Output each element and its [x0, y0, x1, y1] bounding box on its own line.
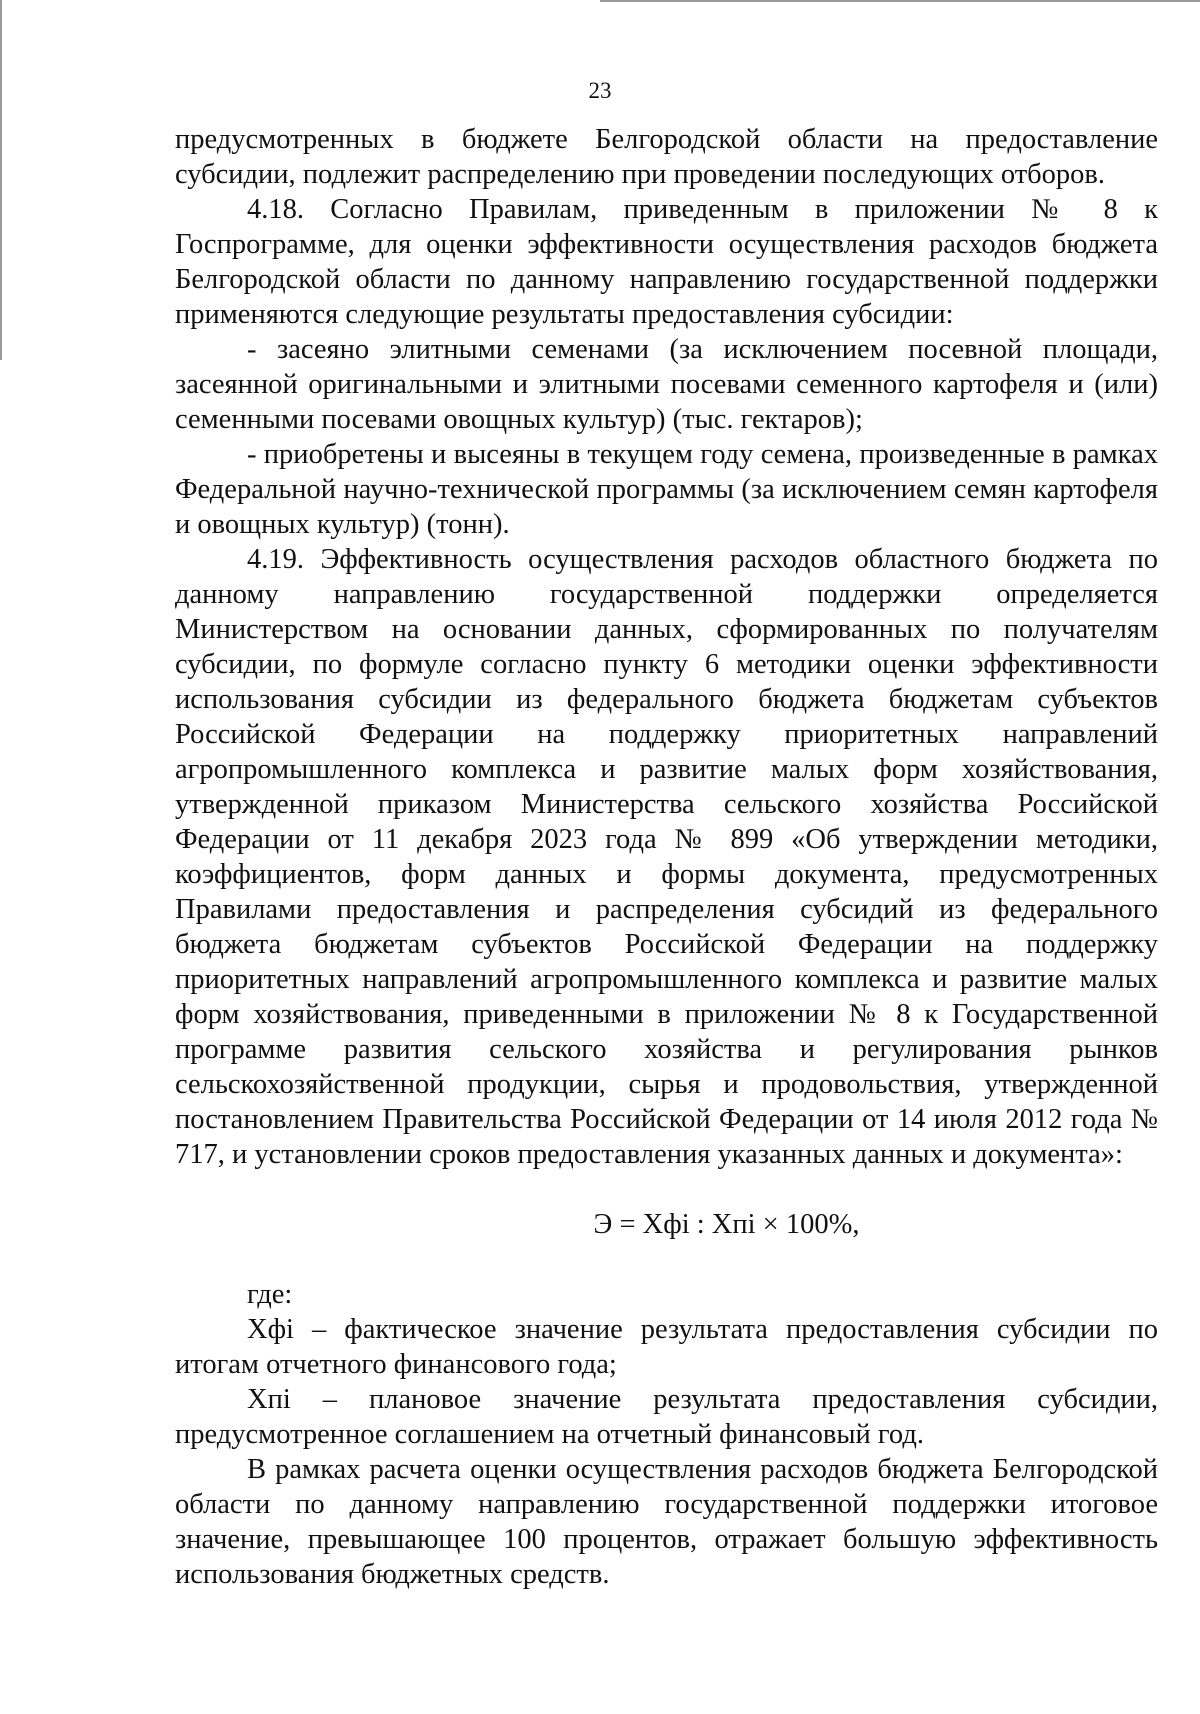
scan-edge-left: [0, 0, 2, 360]
paragraph-4-18: 4.18. Согласно Правилам, приведенным в приложении № 8 к Госпрограмме, для оценки эффективности осуществления расходов бюджета Белгородской области по данному направлению государственной поддержки применяются следующие результаты предоставления субсидии:: [175, 194, 1158, 330]
formula: Э = Хфі : Хпі × 100%,: [593, 1209, 860, 1240]
scan-edge-top: [600, 0, 1200, 2]
where-label: где:: [247, 1279, 293, 1310]
page-number: 23: [588, 78, 612, 103]
document-body: [175, 122, 1158, 1592]
list-item-elite-seeds: - засеяно элитными семенами (за исключением посевной площади, засеянной оригинальными и элитными посевами семенного картофеля и (или) семенными посевами овощных культур) (тыс. гектаров);: [175, 334, 1158, 435]
paragraph-4-19: 4.19. Эффективность осуществления расходов областного бюджета по данному направлению государственной поддержки определяется Министерством на основании данных, сформированных по получателям субсидии, по формуле согласно пункту 6 методики оценки эффективности использования субсидии из федерального бюджета бюджетам субъектов Российской Федерации на поддержку приоритетных направлений агропромышленного комплекса и развитие малых форм хозяйствования, утвержденной приказом Министерства сельского хозяйства Российской Федерации от 11 декабря 2023 года № 899 «Об утверждении методики, коэффициентов, форм данных и формы документа, предусмотренных Правилами предоставления и распределения субсидий из федерального бюджета бюджетам субъектов Российской Федерации на поддержку приоритетных направлений агропромышленного комплекса и развитие малых форм хозяйствования, приведенными в приложении № 8 к Государственной программе развития сельского хозяйства и регулирования рынков сельскохозяйственной продукции, сырья и продовольствия, утвержденной постановлением Правительства Российской Федерации от 14 июля 2012 года № 717, и установлении сроков предоставления указанных данных и документа»:: [175, 544, 1158, 1170]
definition-xpi: Хпі – плановое значение результата предоставления субсидии, предусмотренное соглашением на отчетный финансовый год.: [175, 1384, 1158, 1450]
closing-paragraph: В рамках расчета оценки осуществления расходов бюджета Белгородской области по данному направлению государственной поддержки итоговое значение, превышающее 100 процентов, отражает большую эффективность использования бюджетных средств.: [175, 1454, 1158, 1590]
paragraph-continuation: предусмотренных в бюджете Белгородской области на предоставление субсидии, подлежит распределению при проведении последующих отборов.: [175, 124, 1158, 190]
definition-xfi: Хфі – фактическое значение результата предоставления субсидии по итогам отчетного финансового года;: [175, 1314, 1158, 1380]
list-item-purchased-seeds: - приобретены и высеяны в текущем году семена, произведенные в рамках Федеральной научно-технической программы (за исключением семян картофеля и овощных культур) (тонн).: [175, 439, 1158, 540]
